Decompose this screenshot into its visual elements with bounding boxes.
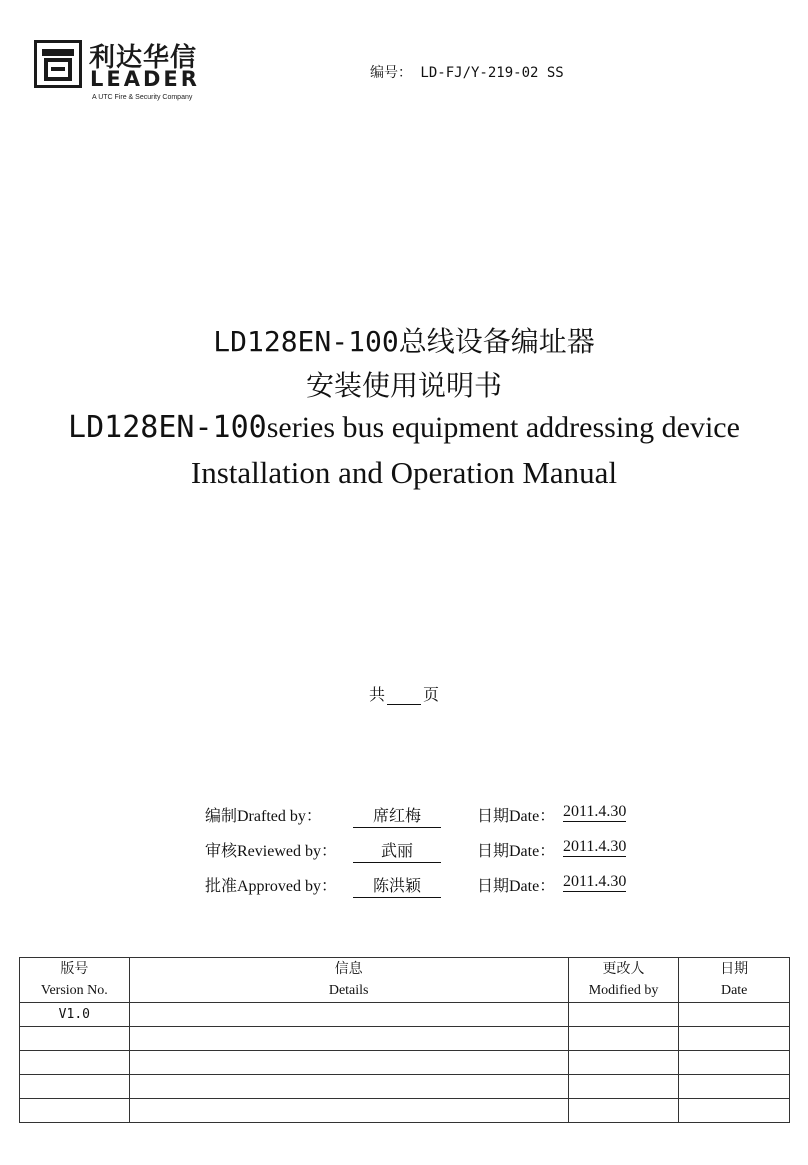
header-details-cn: 信息 [334, 962, 363, 977]
header-details [129, 958, 568, 1003]
table-row [20, 1099, 790, 1123]
table-cell [20, 1027, 130, 1051]
table-cell: V1.0 [20, 1003, 130, 1027]
title-cn-line1 [0, 320, 808, 360]
header-version [20, 958, 130, 1003]
table-cell [568, 1075, 679, 1099]
logo-tagline: A UTC Fire & Security Company [92, 94, 193, 101]
table-cell [679, 1027, 790, 1051]
table-row [20, 1003, 790, 1027]
signoff-date-label: 日期Date： [477, 843, 556, 860]
signoff-date-label: 日期Date： [477, 808, 556, 825]
header-date-cn: 日期 [720, 962, 749, 977]
table-cell [679, 1003, 790, 1027]
signoff-date: 2011.4.30 [563, 803, 627, 820]
table-row [20, 1027, 790, 1051]
header-date [679, 958, 790, 1003]
page-count-blank [387, 688, 421, 705]
table-cell [568, 1027, 679, 1051]
table-cell [568, 1099, 679, 1123]
table-cell [129, 1051, 568, 1075]
page-count [0, 682, 808, 705]
header-version-cn: 版号 [60, 962, 89, 977]
table-cell [129, 1075, 568, 1099]
table-row [20, 1051, 790, 1075]
header-version-en: Version No. [40, 983, 108, 998]
title-cn-line2: 安装使用说明书 [305, 369, 502, 402]
page-count-prefix: 共 [368, 685, 385, 704]
title-cn-text: 总线设备编址器 [398, 325, 595, 358]
logo-chinese-text: 利达华信 [89, 43, 198, 73]
table-cell [568, 1003, 679, 1027]
header-date-en: Date [720, 983, 748, 998]
title-en-model: LD128EN-100 [68, 410, 267, 445]
logo-english-text: LEADER [90, 67, 200, 91]
company-logo [34, 40, 224, 106]
table-cell [129, 1099, 568, 1123]
signoff-name: 席红梅 [353, 803, 441, 828]
signoff-date-label: 日期Date： [477, 878, 556, 895]
signoff-label: 批准Approved by： [205, 878, 337, 895]
table-cell [679, 1099, 790, 1123]
signoff-label: 编制Drafted by： [205, 808, 322, 825]
table-cell [20, 1075, 130, 1099]
signoff-date: 2011.4.30 [563, 838, 627, 855]
signoff-label: 审核Reviewed by： [205, 843, 337, 860]
header-modified-by [568, 958, 679, 1003]
logo-mark-icon [34, 40, 82, 88]
table-cell [679, 1051, 790, 1075]
table-cell [129, 1027, 568, 1051]
table-cell [568, 1051, 679, 1075]
header-modified-by-cn: 更改人 [602, 962, 645, 977]
signoff-approved [205, 873, 627, 896]
title-model: LD128EN-100 [213, 325, 399, 358]
signoff-name: 武丽 [353, 838, 441, 863]
title-en-line1 [0, 410, 808, 445]
signoff-name: 陈洪颖 [353, 873, 441, 898]
document-number: 编号： LD-FJ/Y-219-02 SS [370, 65, 564, 81]
revision-table-header [20, 958, 790, 1003]
title-en-line2: Installation and Operation Manual [190, 455, 618, 490]
table-cell [679, 1075, 790, 1099]
revision-table [19, 957, 790, 1123]
header-details-en: Details [328, 983, 369, 998]
page-count-suffix: 页 [423, 685, 440, 704]
table-row [20, 1075, 790, 1099]
signoff-date: 2011.4.30 [563, 873, 627, 890]
title-en-text: series bus equipment addressing device [266, 411, 740, 444]
signoff-reviewed [205, 838, 627, 861]
signoff-drafted [205, 803, 627, 826]
table-cell [20, 1099, 130, 1123]
table-cell [20, 1051, 130, 1075]
table-cell [129, 1003, 568, 1027]
header-modified-by-en: Modified by [588, 983, 659, 998]
